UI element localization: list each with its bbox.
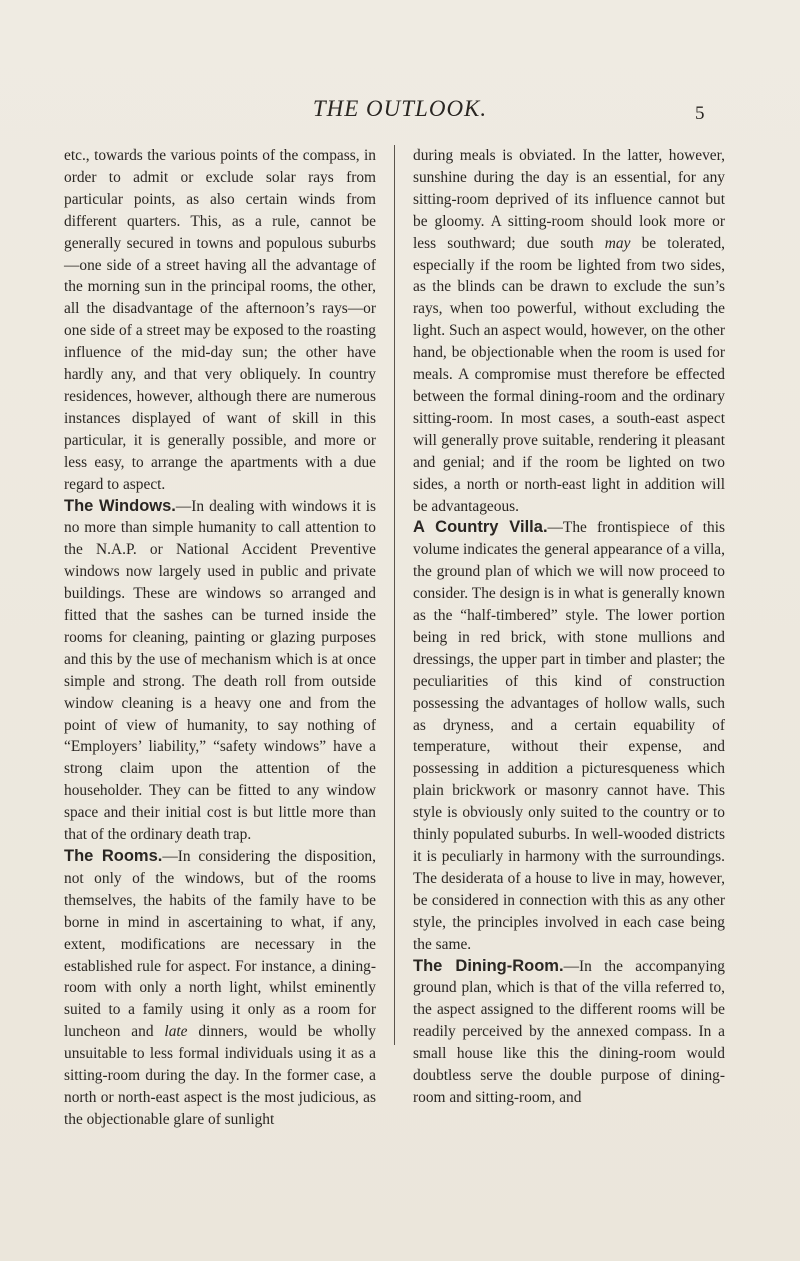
paragraph-windows [64, 496, 376, 847]
column-divider [394, 145, 395, 1045]
page-number: 5 [695, 103, 705, 124]
running-head: THE OUTLOOK. [312, 96, 488, 121]
right-column [413, 145, 725, 1109]
villa-text: —The frontispiece of this volume indicates the general appearance of a villa, the ground plan of which we will now proceed to consider. The design is in what is generally known as the “half-timbered” style. The lower portion being in red brick, with stone mullions and dressings, the upper part in timber and plaster; the peculiarities of this kind of construction possessing the advantages of hollow walls, such as dryness, and a certain equability of temperature, without their expense, and possessing in addition a picturesqueness which plain brickwork or masonry cannot have. This style is obviously only suited to the country or to thinly populated suburbs. In well-wooded districts it is peculiarly in harmony with the surroundings. The desiderata of a house to live in may, however, be considered in connection with this as any other style, the principles involved in each case being the same. [413, 519, 725, 953]
dining-text: —In the accompanying ground plan, which is that of the villa referred to, the aspect assigned to the different rooms will be readily perceived by the annexed compass. In a small house like this the dining-room would doubtless serve the double purpose of dining-room and sitting-room, and [413, 957, 725, 1106]
rooms-text-1: —In considering the disposition, not only of the windows, but of the rooms themselves, the habits of the family have to be borne in mind in ascertaining to what, if any, extent, modifications are necessary in the established rule for aspect. For instance, a dining-room with only a north light, whilst eminently suited to a family using it only as a room for luncheon and [64, 848, 376, 1041]
sitting-text-a: during meals is obviated. In the latter, however, sunshine during the day is an essential, for any sitting-room deprived of its influence cannot but be gloomy. A sitting-room should look more or less southward; due south [413, 147, 725, 252]
rooms-text-2: dinners, would be wholly unsuitable to less formal individuals using it as a sitting-room during the day. In the former case, a north or north-east aspect is the most judicious, as the objectionable glare of sunlight [64, 1023, 376, 1128]
paragraph-villa [413, 517, 725, 955]
windows-text: —In dealing with windows it is no more than simple humanity to call attention to the N.A.P. or National Accident Preventive windows now largely used in public and private buildings. These are windows so arranged and fitted that the sashes can be turned inside the rooms for cleaning, painting or glazing purposes and this by the use of mechanism which is at once simple and strong. The death roll from outside window cleaning is a heavy one and from the point of view of humanity, to say nothing of “Employers’ liability,” “safety windows” have a strong claim upon the attention of the householder. They can be fitted to any window space and their initial cost is but little more than that of the ordinary death trap. [64, 497, 376, 844]
rooms-italic: late [164, 1023, 188, 1041]
paragraph-sitting-room [413, 145, 725, 517]
section-heading-rooms: The Rooms. [64, 847, 163, 865]
section-heading-dining-room: The Dining-Room. [413, 956, 564, 975]
paragraph-rooms [64, 846, 376, 1131]
paragraph-dining-room [413, 956, 725, 1109]
paragraph-aspect: etc., towards the various points of the compass, in order to admit or exclude solar rays from particular points, as also certain winds from different quarters. This, as a rule, cannot be generally secured in towns and populous suburbs —one side of a street having all the advantage of the morning sun in the principal rooms, the other, all the disadvantage of the afternoon’s rays—or one side of a street may be exposed to the roasting influence of the mid-day sun; the other have hardly any, and that very obliquely. In country residences, however, although there are numerous instances displayed of want of skill in this particular, it is generally possible, and more or less easy, to arrange the apartments with a due regard to aspect. [64, 147, 376, 493]
left-column [64, 145, 376, 1131]
section-heading-villa: A Country Villa. [413, 518, 548, 537]
sitting-text-b: be tolerated, especially if the room be lighted from two sides, as the blinds can be drawn to exclude the sun’s rays, when too powerful, without excluding the light. Such an aspect would, however, on the other hand, be objectionable when the room is used for meals. A compromise must therefore be effected between the formal dining-room and the ordinary sitting-room. In most cases, a south-east aspect will generally prove suitable, rendering it pleasant and genial; and if the room be lighted on two sides, a north or north-east light in addition will be advantageous. [413, 234, 725, 515]
sitting-italic: may [604, 234, 631, 252]
section-heading-windows: The Windows. [64, 496, 176, 515]
